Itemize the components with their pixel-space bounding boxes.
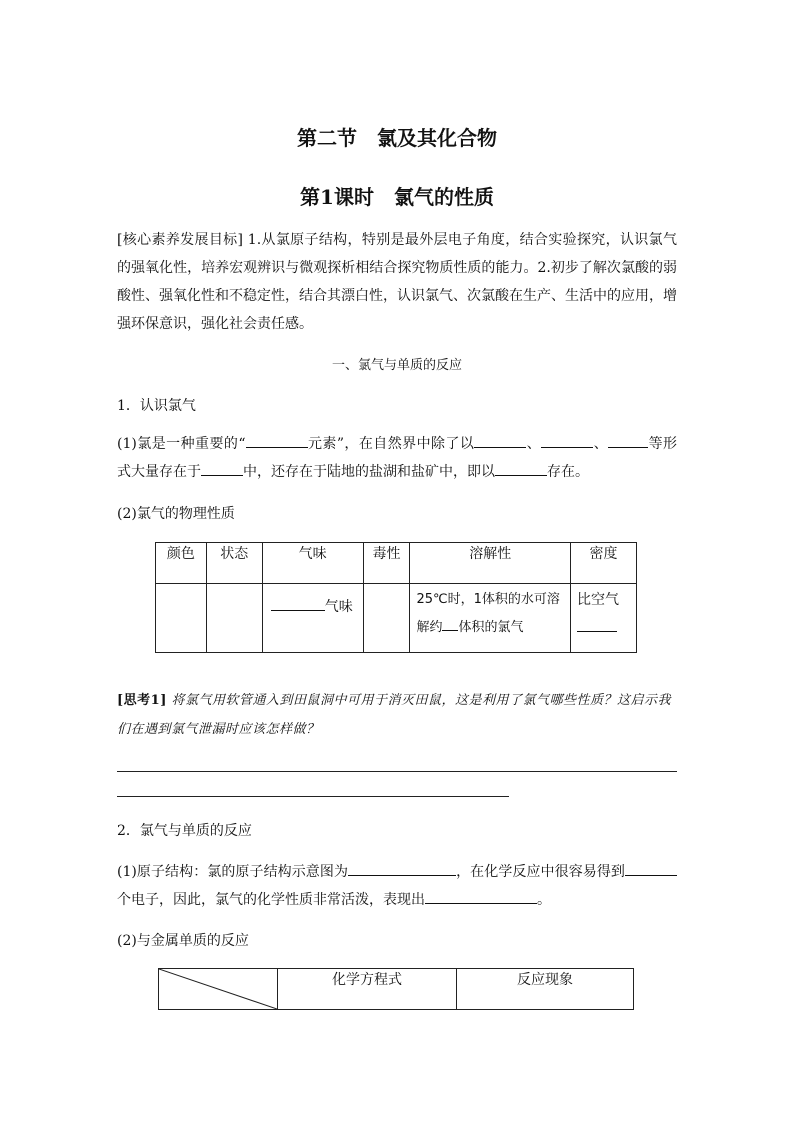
header-color: 颜色 [156,543,207,584]
blank[interactable] [608,433,648,448]
think-label: [思考1] [117,693,167,708]
blank[interactable] [442,616,458,631]
diagonal-line [159,969,277,1009]
sec2-q1: (1)原子结构：氯的原子结构示意图为 ，在化学反应中很容易得到个电子，因此，氯气的化学性质非常活泼，表现出 。 [117,858,677,914]
cell-color[interactable] [156,584,207,653]
sec1-heading: 1．认识氯气 [117,398,196,414]
diagonal-corner-cell [159,969,278,1010]
blank[interactable] [474,433,526,448]
section-title: 第二节 氯及其化合物 [297,126,497,150]
header-odor: 气味 [262,543,363,584]
header-solubility: 溶解性 [410,543,571,584]
blank[interactable] [348,861,456,876]
sec1-q1: (1)氯是一种重要的“ 元素”，在自然界中除了以 、 、 等形式大量存在于 中，还存在于陆地的盐湖和盐矿中，即以 存在。 [117,430,677,486]
cell-state[interactable] [206,584,262,653]
cell-solubility: 25℃时，1体积的水可溶 解约 体积的氯气 [410,584,571,653]
cell-odor: 气味 [262,584,363,653]
blank[interactable] [246,433,308,448]
metal-reaction-table [158,968,634,1010]
sec2-q2: (2)与金属单质的反应 [117,933,249,949]
part1-heading: 一、氯气与单质的反应 [331,358,462,373]
blank[interactable] [577,617,617,632]
header-phenomenon: 反应现象 [457,969,634,1010]
physical-properties-table [155,542,637,653]
think-text: 将氯气用软管通入到田鼠洞中可用于消灭田鼠，这是利用了氯气哪些性质？这启示我们在遇到氯气泄漏时应该怎样做？ [117,693,672,737]
answer-line[interactable] [117,796,509,797]
blank[interactable] [201,461,243,476]
blank[interactable] [625,861,677,876]
header-density: 密度 [571,543,637,584]
think-question [117,686,682,744]
blank[interactable] [541,433,593,448]
core-goals [117,226,677,338]
answer-line[interactable] [117,771,677,772]
sec2-heading: 2．氯气与单质的反应 [117,823,252,839]
blank[interactable] [271,596,325,611]
blank[interactable] [425,889,537,904]
cell-toxicity[interactable] [363,584,410,653]
lesson-title: 第1课时 氯气的性质 [300,185,494,209]
goals-text: 1.从氯原子结构，特别是最外层电子角度，结合实验探究，认识氯气的强氧化性，培养宏观辨识与微观探析相结合探究物质性质的能力。2.初步了解次氯酸的弱酸性、强氧化性和不稳定性，结合其漂白性，认识氯气、次氯酸在生产、生活中的应用，增强环保意识，强化社会责任感。 [117,232,677,332]
blank[interactable] [495,461,547,476]
cell-density: 比空气 [571,584,637,653]
header-state: 状态 [206,543,262,584]
sec1-q2: (2)氯气的物理性质 [117,506,235,522]
header-toxicity: 毒性 [363,543,410,584]
goals-label: [核心素养发展目标] [117,232,243,248]
header-equation: 化学方程式 [278,969,457,1010]
